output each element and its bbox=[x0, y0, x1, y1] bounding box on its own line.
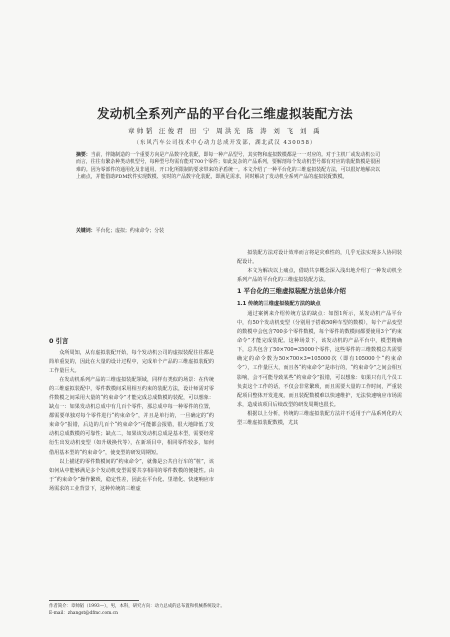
paper-title: 发动机全系列产品的平台化三维虚拟装配方法 bbox=[96, 106, 353, 121]
section-heading: 0 引言 bbox=[49, 337, 69, 345]
paragraph: 通过案例来介绍传统方法的缺点：如图1所示，某发动机产品平台中，有50个发动机变型（分别用于搭载50种车型的数模），每个产品变型的数模中会包含700多个零件数模，每个零件的数模间都要使用3个“约束命令”才能完成装配。这种场景下，该发动机的产品平台中，模型精确下，总共包含了50×700=35000个零件，这些零件的三维数模总共需要确定的命令数为50×700×3=105000次（即有105000个“约束命令”），工作量巨大，而且各“约束命令”是串行的，“约束命令”之间会相互影响，会不可能导致某些“约束命令”报错，可以想象：如果只有几个员工负责这个工作的话，不仅会非常繁琐，而且需要大量的工作时间，严重装配项目整体开发进度。而且装配数模难以快速维护，无法快速响应市场需求，造成该项目后续改型的研发周期也很长。 bbox=[237, 311, 402, 408]
keywords-text: 平台化；虚拟；约束命令；分装 bbox=[95, 228, 165, 234]
abstract-label: 摘要： bbox=[76, 152, 91, 158]
paragraph: 以上描述的零件数模间的“约束命令”，就像是公共自行车的“桩”，该如何从中能够满足多个发动机变型需要共享相同的零件数模的便捷性。由于“约束命令”操作繁琐，稳定性差，因此在平台化、里谐化、快速响应市场需求的工业背景下，这种传统的三维虚 bbox=[49, 458, 214, 492]
section-heading: 1 平台化的三维虚拟装配方法总体介绍 bbox=[237, 287, 346, 296]
footnote-rule bbox=[49, 600, 139, 601]
subsection-heading: 1.1 传统的三维虚拟装配方法的缺点 bbox=[237, 301, 321, 308]
paragraph: 根据以上分析，传统的三维虚拟装配方法并不适用于产品系列化的大型三维虚拟装配数模，尤其 bbox=[237, 410, 402, 426]
paragraph: 本文为解决以上痛点，借助共享概念深入浅出地介绍了一种发动机全系列产品的平台化的三维虚拟装配方法。 bbox=[237, 268, 402, 284]
affiliation: （东风汽车公司技术中心动力总成开发部，湖北武汉 430058） bbox=[133, 140, 317, 146]
right-column bbox=[237, 249, 402, 428]
author-list: 章帅韬 汪俊君 田 宁 周洪光 陈 涛 刘 飞 刘 禹 bbox=[128, 127, 322, 135]
paragraph: 众所周知，从有虚拟装配开始，每个发动机公司的虚拟装配往往都是简单重复的，因此在大量的设计过程中，完成单个产品的三维虚拟装配的工作量巨大。 bbox=[49, 350, 214, 375]
keywords-label: 关键词： bbox=[76, 228, 96, 234]
abstract bbox=[76, 152, 380, 181]
paragraph: 拟装配方法对设计效率而言将是灾难性的，几乎无法实现多人协同装配设计。 bbox=[237, 250, 402, 266]
abstract-text: 当前，伴随制造的一个重要方向是产品数字化装配，即每一种产品型号，其实物和虚拟数模都是一一对应的。对于主机厂或发动机公司而言，往往有繁杂种类动机型号，每种型号均需有能对700个零件；如此复杂的产品系列，要解剖每个发动机型号都有对应的装配数模是很困难的。因为零部件的通用化及非通用、开口化所限制的要求带来的矛盾统一。本文介绍了一种平台化的三维虚拟装配方法，可以很好地解决以上痛点，并能借助PDM软件实现数模、实时的产品数字化装配，即满足需求，同时解决了发动机全系列产品的虚拟装配数模。 bbox=[76, 152, 380, 180]
author-footnote: 作者简介：章帅韬（1993—），男，本科，研究方向：动力总成的总布置和机械系统设计。 E-mail：zhangst@dfmc.com.cn bbox=[49, 604, 225, 616]
left-column bbox=[49, 249, 214, 494]
keywords bbox=[76, 227, 380, 234]
paragraph: 在发动机系列产品的三维虚拟装配领域，同样有类似的场景：在传统的三维虚拟装配中，零件数模间采用相互约束的装配方法，设计师需对零件数模之间采用大量的“约束命令”才能完成总成数模的装配，可以想象：缺点一：如果发动机总成中有几百个零件，那总成中每一种零件的位置，都需要单独对每个零件进行“约束命令”，并且是单行的，一旦确定的“约束命令”报错，后边的几百个“约束命令”可能都会报错，很大地降低了发动机总成数模的可靠性；缺点二，如果该发动机总成是基本型，需要经常衍生出发动机变型（如升级换代等），在新项目中，相同零件较多，如何借用基本型的“约束命令”，使变型的研发周期短。 bbox=[49, 377, 214, 456]
